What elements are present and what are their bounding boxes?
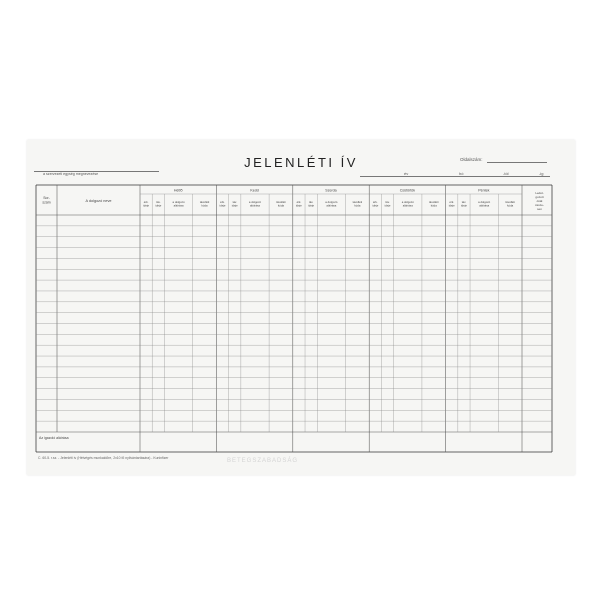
- date-to-label: -ig: [539, 171, 544, 176]
- form-title: JELENLÉTI ÍV: [244, 155, 358, 170]
- last-col-label-1: gozott: [535, 195, 544, 199]
- day0-sub-3-a: távolléti: [199, 200, 210, 204]
- day3-sub-1-b: ideje: [384, 203, 391, 208]
- day3-sub-1-a: táv.: [385, 200, 390, 204]
- day4-sub-3-b: kóda: [507, 203, 514, 208]
- header-serial-2: szám: [42, 200, 51, 205]
- day2-sub-2-a: a dolgozó: [325, 200, 338, 204]
- day1-sub-2-b: aláírása: [250, 203, 260, 208]
- day3-sub-3-a: távolléti: [429, 200, 439, 204]
- day2-sub-1-b: ideje: [308, 203, 315, 208]
- day4-sub-2-a: a dolgozó: [478, 200, 491, 204]
- day2-sub-3-a: távolléti: [352, 200, 363, 204]
- day-label-3: Csütörtök: [399, 188, 416, 193]
- day0-sub-0-b: ideje: [143, 203, 150, 208]
- day0-sub-0-a: érk.: [143, 200, 149, 204]
- day3-sub-0-b: ideje: [372, 203, 379, 208]
- day1-sub-1-b: ideje: [231, 203, 238, 208]
- day2-sub-3-b: kóda: [354, 203, 361, 208]
- header-name: A dolgozó neve: [85, 199, 112, 203]
- day3-sub-2-b: aláírása: [402, 203, 413, 208]
- day1-sub-0-b: ideje: [219, 203, 226, 208]
- day1-sub-3-a: távolléti: [276, 200, 286, 204]
- date-month-label: hó: [459, 171, 464, 176]
- day2-sub-1-a: táv.: [308, 200, 314, 204]
- last-col-label-4: sen: [537, 207, 542, 211]
- date-year-label: év: [404, 171, 409, 176]
- day3-sub-3-b: kóda: [430, 203, 437, 208]
- day0-sub-1-b: ideje: [155, 203, 162, 208]
- attendance-grid: [27, 140, 575, 475]
- day4-sub-3-a: távolléti: [505, 200, 515, 204]
- day-label-1: Kedd: [250, 188, 259, 193]
- day4-sub-1-b: ideje: [460, 203, 467, 208]
- last-col-label-0: Ledol-: [535, 191, 544, 195]
- day4-sub-2-b: aláírása: [479, 203, 490, 208]
- day1-sub-2-a: a dolgozó: [248, 200, 262, 204]
- day-label-4: Péntek: [478, 188, 490, 193]
- day2-sub-2-b: aláírása: [326, 203, 337, 208]
- last-col-label-3: össze-: [535, 203, 544, 207]
- date-from-label: -tól: [503, 171, 509, 176]
- day4-sub-0-a: érk.: [449, 200, 455, 204]
- attendance-sheet: [27, 140, 575, 475]
- day3-sub-2-a: a dolgozó: [401, 200, 414, 204]
- day1-sub-1-a: táv.: [232, 200, 237, 204]
- day2-sub-0-a: érk.: [296, 200, 302, 204]
- form-code: C. 60-5. r.sz. - Jelenléti ív (Hétvégés munkaidőre, 2x10 fő nyilvántartására) - Kuninfizer: [38, 456, 169, 460]
- day0-sub-2-a: a dolgozó: [172, 200, 185, 204]
- day3-sub-0-a: érk.: [372, 200, 378, 204]
- day-label-0: Hétfő: [173, 188, 183, 193]
- signature-label: Az igazoló aláírása: [39, 436, 69, 440]
- day1-sub-3-b: kóda: [277, 203, 284, 208]
- serial-label: Oldalszám:: [460, 157, 483, 162]
- day1-sub-0-a: érk.: [220, 200, 225, 204]
- day0-sub-1-a: táv.: [156, 200, 161, 204]
- day2-sub-0-b: ideje: [295, 203, 302, 208]
- day0-sub-3-b: kóda: [201, 203, 208, 208]
- header-serial-1: Sor-: [43, 196, 50, 200]
- last-col-label-2: órák: [536, 199, 543, 203]
- unit-caption: a szervezeti egység megnevezése: [43, 172, 99, 176]
- day0-sub-2-b: aláírása: [173, 203, 184, 208]
- day4-sub-0-b: ideje: [448, 203, 455, 208]
- faint-watermark: BETEGSZABADSÁG: [227, 458, 299, 464]
- day4-sub-1-a: táv.: [461, 200, 467, 204]
- day-label-2: Szerda: [325, 188, 337, 193]
